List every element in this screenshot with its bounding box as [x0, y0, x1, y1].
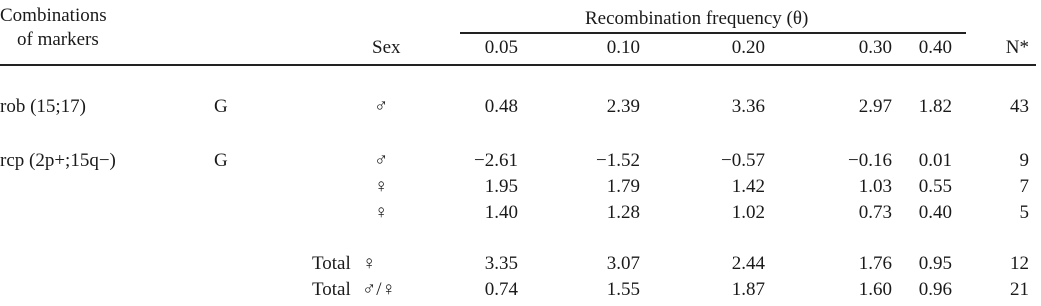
lod-cell: 3.36: [731, 96, 765, 117]
n-cell: 43: [1010, 96, 1029, 117]
header-combinations-line1: Combinations: [0, 5, 107, 26]
n-cell: 7: [1019, 176, 1029, 197]
header-group-rule: [460, 32, 966, 34]
sex-cell: ♀: [362, 253, 377, 274]
test-cell: G: [214, 96, 228, 117]
lod-cell: 1.40: [484, 202, 518, 223]
header-theta: 0.40: [918, 37, 952, 58]
total-label: Total: [312, 279, 351, 300]
lod-cell: 1.55: [606, 279, 640, 300]
header-theta: 0.10: [606, 37, 640, 58]
lod-cell: 0.55: [918, 176, 952, 197]
lod-cell: 3.07: [606, 253, 640, 274]
lod-cell: 3.35: [484, 253, 518, 274]
header-theta: 0.20: [731, 37, 765, 58]
lod-cell: 0.48: [484, 96, 518, 117]
total-label: Total: [312, 253, 351, 274]
lod-cell: −2.61: [474, 150, 518, 171]
n-cell: 12: [1010, 253, 1029, 274]
lod-cell: 1.76: [858, 253, 892, 274]
sex-cell: ♂: [374, 150, 389, 171]
lod-cell: 1.82: [918, 96, 952, 117]
lod-cell: 2.44: [731, 253, 765, 274]
lod-cell: 1.87: [731, 279, 765, 300]
lod-cell: 0.95: [918, 253, 952, 274]
n-cell: 21: [1010, 279, 1029, 300]
lod-cell: 1.60: [858, 279, 892, 300]
header-n: N*: [1005, 37, 1029, 58]
sex-cell: ♀: [374, 202, 389, 223]
lod-cell: 1.79: [606, 176, 640, 197]
header-combinations-line2: of markers: [17, 29, 99, 50]
lod-cell: 0.74: [484, 279, 518, 300]
header-sex: Sex: [372, 37, 401, 58]
test-cell: G: [214, 150, 228, 171]
lod-cell: 0.01: [918, 150, 952, 171]
lod-cell: 0.40: [918, 202, 952, 223]
lod-cell: −1.52: [596, 150, 640, 171]
lod-cell: 2.39: [606, 96, 640, 117]
marker-cell: rob (15;17): [0, 96, 87, 117]
header-theta: 0.30: [858, 37, 892, 58]
lod-cell: −0.16: [848, 150, 892, 171]
lod-cell: 0.73: [858, 202, 892, 223]
header-recombination-frequency: Recombination frequency (θ): [585, 8, 809, 29]
lod-cell: −0.57: [721, 150, 765, 171]
lod-cell: 1.02: [731, 202, 765, 223]
lod-cell: 2.97: [858, 96, 892, 117]
lod-cell: 1.42: [731, 176, 765, 197]
n-cell: 5: [1019, 202, 1029, 223]
marker-cell: rcp (2p+;15q−): [0, 150, 116, 171]
lod-cell: 1.95: [484, 176, 518, 197]
sex-cell: ♂: [374, 96, 389, 117]
sex-cell: ♀: [374, 176, 389, 197]
lod-cell: 1.28: [606, 202, 640, 223]
lod-cell: 1.03: [858, 176, 892, 197]
header-bottom-rule: [0, 64, 1036, 66]
lod-cell: 0.96: [918, 279, 952, 300]
header-theta: 0.05: [484, 37, 518, 58]
sex-cell: ♂/♀: [362, 279, 396, 300]
n-cell: 9: [1019, 150, 1029, 171]
